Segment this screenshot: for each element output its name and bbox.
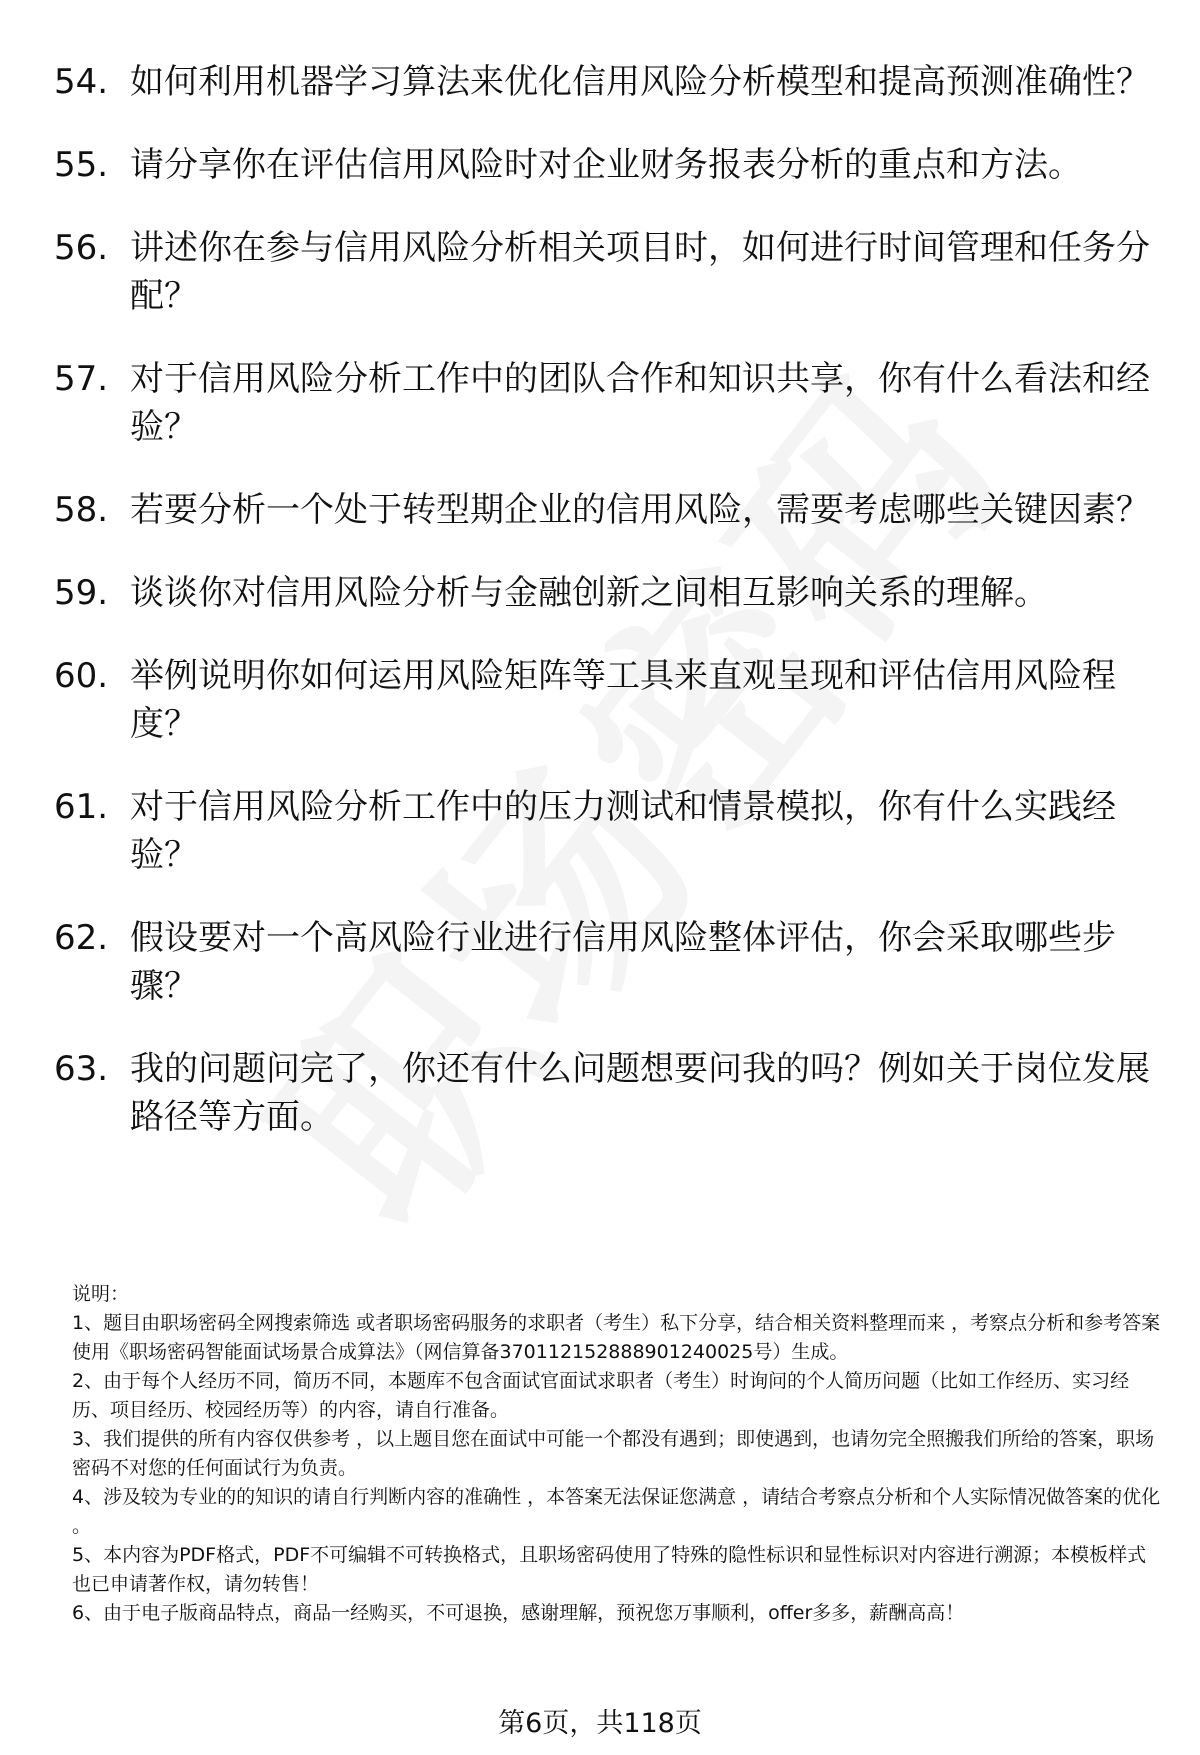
note-item: 6、由于电子版商品特点，商品一经购买，不可退换，感谢理解，预祝您万事顺利，offer多多，薪酬高高！: [72, 1602, 965, 1624]
question-number: 61.: [54, 787, 109, 827]
page-number: 第6页，共118页: [498, 1708, 702, 1739]
question-text: 如何利用机器学习算法来优化信用风险分析模型和提高预测准确性？: [130, 62, 1150, 102]
question-number: 60.: [54, 656, 109, 696]
question-number: 63.: [54, 1049, 109, 1089]
question-item: [54, 58, 1164, 106]
note-item: 3、我们提供的所有内容仅供参考 ，以上题目您在面试中可能一个都没有遇到；即使遇到，也请勿完全照搬我们所给的答案，职场密码不对您的任何面试行为负责。: [72, 1428, 1155, 1479]
question-text: 假设要对一个高风险行业进行信用风险整体评估，你会采取哪些步骤？: [130, 918, 1116, 1006]
note-item: 1、题目由职场密码全网搜索筛选 或者职场密码服务的求职者（考生）私下分享，结合相关资料整理而来 ，考察点分析和参考答案使用《职场密码智能面试场景合成算法》（网信算备370112152888901240025号）生成。: [72, 1312, 1161, 1363]
question-item: [54, 783, 1164, 879]
notes-title: 说明：: [72, 1283, 130, 1305]
question-item: [54, 141, 1164, 189]
question-number: 58.: [54, 490, 109, 530]
question-text: 对于信用风险分析工作中的团队合作和知识共享，你有什么看法和经验？: [130, 359, 1150, 447]
question-number: 55.: [54, 145, 109, 185]
question-list: [54, 58, 1164, 1176]
question-item: [54, 569, 1164, 617]
note-item: 5、本内容为PDF格式，PDF不可编辑不可转换格式，且职场密码使用了特殊的隐性标识和显性标识对内容进行溯源；本模板样式也已申请著作权，请勿转售！: [72, 1544, 1147, 1595]
question-text: 谈谈你对信用风险分析与金融创新之间相互影响关系的理解。: [130, 573, 1048, 613]
question-item: [54, 224, 1164, 320]
question-text: 举例说明你如何运用风险矩阵等工具来直观呈现和评估信用风险程度？: [130, 656, 1116, 744]
question-item: [54, 914, 1164, 1010]
question-text: 我的问题问完了，你还有什么问题想要问我的吗？例如关于岗位发展路径等方面。: [130, 1049, 1150, 1137]
question-number: 62.: [54, 918, 109, 958]
notes-section: [72, 1280, 1164, 1628]
question-item: [54, 652, 1164, 748]
question-text: 讲述你在参与信用风险分析相关项目时，如何进行时间管理和任务分配？: [130, 228, 1150, 316]
note-item: 4、涉及较为专业的的知识的请自行判断内容的准确性 ，本答案无法保证您满意 ，请结合考察点分析和个人实际情况做答案的优化 。: [72, 1486, 1161, 1537]
question-number: 59.: [54, 573, 109, 613]
question-number: 54.: [54, 62, 109, 102]
question-text: 请分享你在评估信用风险时对企业财务报表分析的重点和方法。: [130, 145, 1082, 185]
note-item: 2、由于每个人经历不同，简历不同，本题库不包含面试官面试求职者（考生）时询问的个人简历问题（比如工作经历、实习经历、项目经历、校园经历等）的内容，请自行准备。: [72, 1370, 1130, 1421]
question-number: 57.: [54, 359, 109, 399]
question-text: 若要分析一个处于转型期企业的信用风险，需要考虑哪些关键因素？: [130, 490, 1150, 530]
question-number: 56.: [54, 228, 109, 268]
question-text: 对于信用风险分析工作中的压力测试和情景模拟，你有什么实践经验？: [130, 787, 1116, 875]
question-item: [54, 355, 1164, 451]
question-item: [54, 486, 1164, 534]
question-item: [54, 1045, 1164, 1141]
